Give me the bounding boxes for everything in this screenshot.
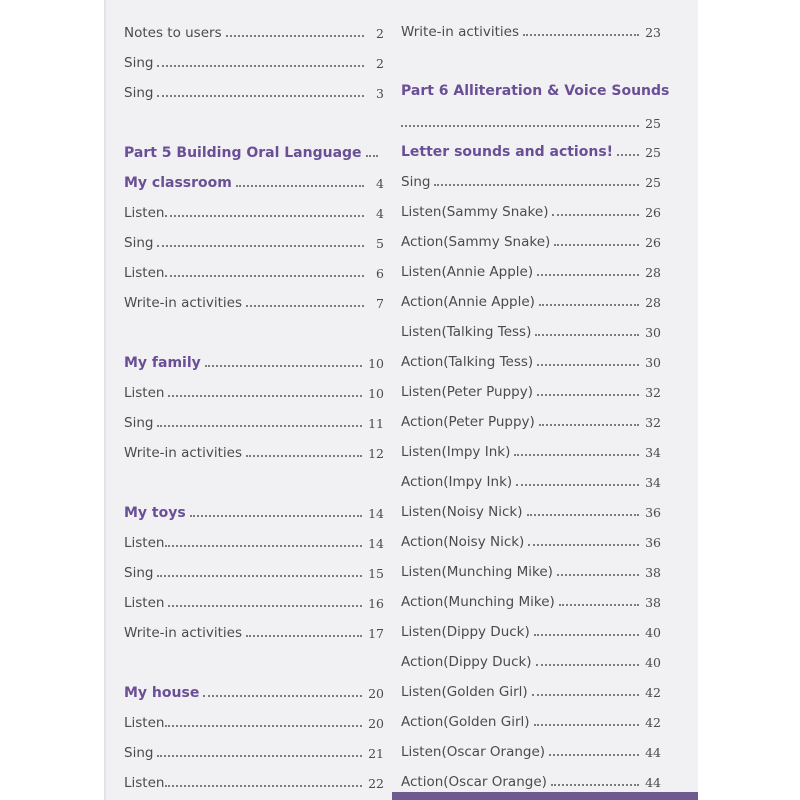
toc-page-number: 36 — [645, 504, 661, 520]
section-heading-label: Letter sounds and actions! — [401, 144, 614, 160]
toc-entry[interactable] — [401, 441, 661, 463]
toc-page-number: 12 — [368, 445, 384, 461]
dot-leader — [246, 454, 362, 457]
toc-entry[interactable] — [124, 562, 384, 584]
toc-page-number: 38 — [645, 564, 661, 580]
toc-entry[interactable] — [401, 501, 661, 523]
toc-entry[interactable] — [401, 561, 661, 583]
toc-page-number: 44 — [645, 744, 661, 760]
toc-page-number: 23 — [645, 24, 661, 40]
dot-leader — [165, 274, 364, 277]
toc-entry-label: Action(Sammy Snake) — [401, 234, 551, 250]
toc-entry-label: Listen — [124, 715, 165, 731]
toc-entry[interactable] — [401, 411, 661, 433]
dot-leader — [537, 393, 639, 396]
toc-page-number: 6 — [376, 265, 384, 281]
toc-entry-label: Write-in activities — [401, 24, 519, 40]
toc-page-number: 2 — [376, 25, 384, 41]
toc-page-number: 11 — [368, 415, 384, 431]
toc-page-number: 26 — [645, 234, 661, 250]
toc-entry[interactable] — [124, 712, 384, 734]
dot-leader — [168, 604, 362, 607]
toc-entry-label: Listen(Talking Tess) — [401, 324, 532, 340]
toc-page-number: 10 — [368, 385, 384, 401]
dot-leader — [190, 514, 362, 517]
dot-leader — [557, 573, 639, 576]
dot-leader — [559, 603, 639, 606]
dot-leader — [537, 363, 639, 366]
toc-entry-label: Sing — [124, 745, 154, 761]
toc-entry[interactable] — [124, 22, 384, 44]
toc-entry[interactable] — [124, 262, 384, 284]
toc-entry-label: Listen(Annie Apple) — [401, 264, 534, 280]
dot-leader — [535, 333, 639, 336]
dot-leader — [528, 543, 639, 546]
section-heading[interactable] — [124, 352, 384, 374]
dot-leader — [168, 394, 362, 397]
dot-leader — [551, 783, 639, 786]
dot-leader — [536, 663, 640, 666]
toc-entry-label: Sing — [124, 85, 154, 101]
toc-entry-label: Listen — [124, 535, 165, 551]
toc-entry-label: Sing — [401, 174, 431, 190]
page-edge — [104, 0, 106, 800]
toc-entry-label: Listen(Oscar Orange) — [401, 744, 546, 760]
dot-leader — [534, 723, 640, 726]
part-heading-label: Part 6 Alliteration & Voice Sounds — [401, 83, 670, 99]
dot-leader — [532, 693, 639, 696]
toc-entry-label: Listen — [124, 595, 165, 611]
toc-page-number: 28 — [645, 294, 661, 310]
toc-entry[interactable] — [401, 351, 661, 373]
toc-entry-label: Sing — [124, 415, 154, 431]
toc-entry-label: Sing — [124, 235, 154, 251]
toc-entry[interactable] — [124, 442, 384, 464]
dot-leader — [157, 94, 364, 97]
dot-leader — [366, 154, 378, 157]
toc-entry[interactable] — [401, 531, 661, 553]
toc-entry[interactable] — [401, 291, 661, 313]
toc-page-number: 30 — [645, 324, 661, 340]
toc-page-number: 17 — [368, 625, 384, 641]
toc-entry[interactable] — [124, 622, 384, 644]
toc-page-number: 32 — [645, 414, 661, 430]
dot-leader — [157, 244, 364, 247]
toc-entry[interactable] — [401, 112, 661, 134]
dot-leader — [165, 724, 362, 727]
toc-entry-label: Action(Talking Tess) — [401, 354, 534, 370]
toc-entry[interactable] — [124, 532, 384, 554]
toc-entry-label: Action(Munching Mike) — [401, 594, 555, 610]
toc-entry-label: Action(Noisy Nick) — [401, 534, 525, 550]
toc-page-number: 28 — [645, 264, 661, 280]
dot-leader — [246, 304, 364, 307]
dot-leader — [552, 213, 639, 216]
section-heading-label: My house — [124, 685, 200, 701]
toc-entry-label: Listen(Dippy Duck) — [401, 624, 530, 640]
toc-entry[interactable] — [401, 261, 661, 283]
section-heading-label: My classroom — [124, 175, 232, 191]
toc-page-number: 40 — [645, 654, 661, 670]
toc-entry-label: Listen(Impy Ink) — [401, 444, 511, 460]
dot-leader — [539, 303, 639, 306]
toc-page-number: 42 — [645, 714, 661, 730]
toc-entry[interactable] — [401, 231, 661, 253]
toc-page-number: 4 — [376, 175, 384, 191]
toc-entry[interactable] — [124, 772, 384, 794]
toc-page-number: 34 — [645, 474, 661, 490]
toc-page-number: 38 — [645, 594, 661, 610]
dot-leader — [236, 184, 364, 187]
dot-leader — [539, 423, 639, 426]
toc-entry[interactable] — [401, 471, 661, 493]
toc-entry-label: Action(Peter Puppy) — [401, 414, 535, 430]
toc-entry[interactable] — [401, 681, 661, 703]
toc-entry[interactable] — [401, 321, 661, 343]
dot-leader — [537, 273, 639, 276]
toc-entry-label: Listen(Peter Puppy) — [401, 384, 533, 400]
part-heading-label: Part 5 Building Oral Language — [124, 145, 362, 161]
toc-entry-label: Listen — [124, 205, 165, 221]
toc-page-number: 15 — [368, 565, 384, 581]
section-heading-label: My toys — [124, 505, 186, 521]
toc-page-number: 26 — [645, 204, 661, 220]
toc-entry-label: Action(Oscar Orange) — [401, 774, 547, 790]
toc-page-number: 7 — [376, 295, 384, 311]
toc-page-number: 3 — [376, 85, 384, 101]
toc-page-number: 36 — [645, 534, 661, 550]
toc-entry[interactable] — [124, 292, 384, 314]
toc-entry-label: Listen — [124, 265, 165, 281]
dot-leader — [165, 784, 362, 787]
toc-entry-label: Listen(Noisy Nick) — [401, 504, 523, 520]
toc-page-number: 14 — [368, 505, 384, 521]
toc-page-number: 4 — [376, 205, 384, 221]
toc-entry[interactable] — [401, 21, 661, 43]
dot-leader — [527, 513, 640, 516]
dot-leader — [434, 183, 639, 186]
toc-entry[interactable] — [401, 771, 661, 793]
dot-leader — [157, 754, 362, 757]
dot-leader — [157, 574, 362, 577]
dot-leader — [157, 64, 364, 67]
part-heading[interactable] — [124, 142, 394, 164]
dot-leader — [203, 694, 362, 697]
toc-entry[interactable] — [401, 381, 661, 403]
section-heading[interactable] — [401, 141, 661, 163]
toc-page-number: 22 — [368, 775, 384, 791]
toc-page-number: 34 — [645, 444, 661, 460]
toc-entry[interactable] — [401, 621, 661, 643]
toc-entry[interactable] — [124, 382, 384, 404]
toc-entry-label: Action(Dippy Duck) — [401, 654, 532, 670]
dot-leader — [514, 453, 639, 456]
toc-entry-label: Listen — [124, 385, 165, 401]
dot-leader — [165, 544, 362, 547]
toc-page-number: 25 — [645, 115, 661, 131]
toc-entry[interactable] — [401, 651, 661, 673]
dot-leader — [246, 634, 362, 637]
toc-page-number: 21 — [368, 745, 384, 761]
toc-page-number: 20 — [368, 685, 384, 701]
toc-entry[interactable] — [401, 711, 661, 733]
toc-page-number: 16 — [368, 595, 384, 611]
dot-leader — [157, 424, 362, 427]
toc-entry-label: Listen(Sammy Snake) — [401, 204, 549, 220]
dot-leader — [534, 633, 639, 636]
toc-page-number: 25 — [645, 174, 661, 190]
toc-entry[interactable] — [401, 171, 661, 193]
toc-page-number: 5 — [376, 235, 384, 251]
toc-page-number: 40 — [645, 624, 661, 640]
toc-entry[interactable] — [401, 591, 661, 613]
toc-entry-label: Notes to users — [124, 25, 222, 41]
toc-entry-label: Write-in activities — [124, 445, 242, 461]
toc-page-number: 44 — [645, 774, 661, 790]
toc-entry-label: Sing — [124, 55, 154, 71]
page-border-strip — [392, 792, 698, 800]
toc-entry[interactable] — [124, 592, 384, 614]
toc-entry-label: Sing — [124, 565, 154, 581]
toc-entry-label: Listen(Munching Mike) — [401, 564, 553, 580]
section-heading-label: My family — [124, 355, 201, 371]
section-heading[interactable] — [124, 502, 384, 524]
dot-leader — [523, 33, 639, 36]
section-heading[interactable] — [124, 172, 384, 194]
toc-page-number: 42 — [645, 684, 661, 700]
dot-leader — [617, 153, 639, 156]
toc-entry[interactable] — [124, 232, 384, 254]
toc-entry-label: Write-in activities — [124, 295, 242, 311]
toc-page-number: 10 — [368, 355, 384, 371]
toc-page-number: 2 — [376, 55, 384, 71]
toc-entry-label: Action(Golden Girl) — [401, 714, 530, 730]
dot-leader — [549, 753, 639, 756]
toc-entry[interactable] — [401, 741, 661, 763]
toc-entry-label: Listen — [124, 775, 165, 791]
section-heading[interactable] — [124, 682, 384, 704]
dot-leader — [226, 34, 364, 37]
toc-entry[interactable] — [124, 742, 384, 764]
toc-entry-label: Write-in activities — [124, 625, 242, 641]
toc-entry[interactable] — [124, 52, 384, 74]
dot-leader — [205, 364, 362, 367]
dot-leader — [401, 124, 639, 127]
toc-entry[interactable] — [401, 201, 661, 223]
toc-page-number: 14 — [368, 535, 384, 551]
toc-page-number: 25 — [645, 144, 661, 160]
part-heading[interactable] — [401, 80, 670, 102]
dot-leader — [554, 243, 639, 246]
toc-page-number: 20 — [368, 715, 384, 731]
toc-entry-label: Action(Annie Apple) — [401, 294, 535, 310]
toc-entry-label: Action(Impy Ink) — [401, 474, 513, 490]
toc-entry[interactable] — [124, 82, 384, 104]
dot-leader — [165, 214, 364, 217]
toc-entry[interactable] — [124, 202, 384, 224]
toc-page-number: 32 — [645, 384, 661, 400]
toc-entry-label: Listen(Golden Girl) — [401, 684, 528, 700]
toc-entry[interactable] — [124, 412, 384, 434]
dot-leader — [516, 483, 639, 486]
toc-page-number: 30 — [645, 354, 661, 370]
